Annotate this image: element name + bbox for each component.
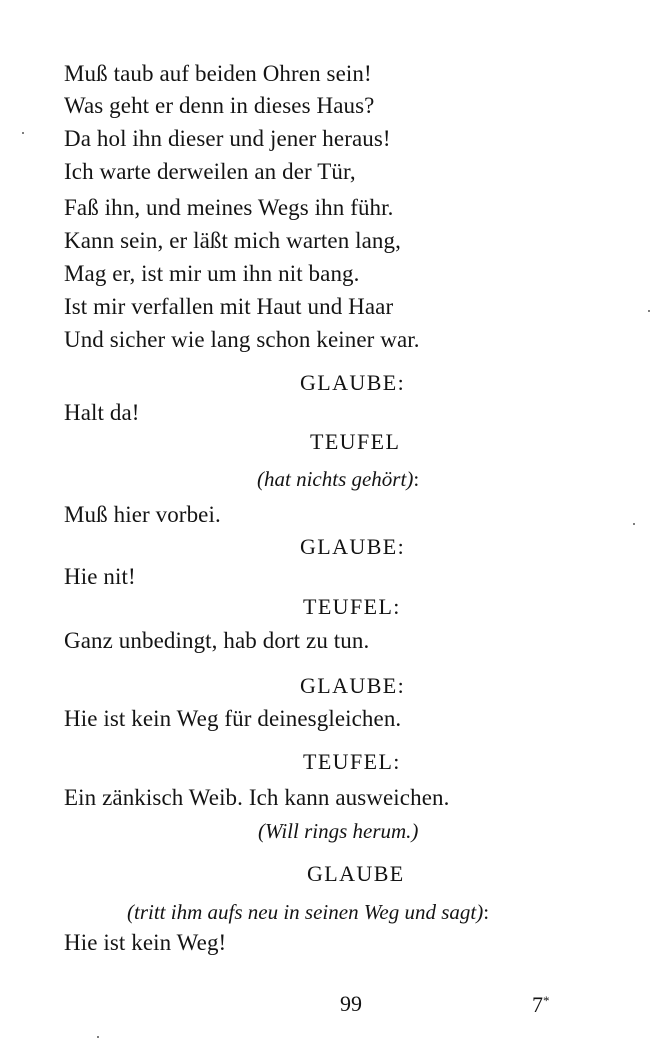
dialogue-line: Hie ist kein Weg!: [64, 930, 227, 955]
stage-direction: [127, 897, 489, 927]
verse-line: Mag er, ist mir um ihn nit bang.: [64, 261, 360, 286]
verse-line: Und sicher wie lang schon keiner war.: [64, 327, 420, 352]
stage-direction-colon: :: [483, 900, 490, 924]
signature-number: 7: [532, 992, 543, 1017]
verse-line: Da hol ihn dieser und jener heraus!: [64, 126, 391, 151]
speaker-heading: TEUFEL:: [303, 749, 401, 774]
speaker-heading: GLAUBE:: [300, 673, 406, 698]
speaker-heading: GLAUBE:: [300, 534, 406, 559]
dialogue-line: Halt da!: [64, 400, 140, 425]
stage-direction-colon: :: [413, 467, 420, 491]
signature-mark: [532, 986, 550, 1020]
stage-direction-text: (tritt ihm aufs neu in seinen Weg und sagt): [127, 900, 484, 924]
dialogue-line: Muß hier vorbei.: [64, 502, 221, 527]
dialogue-line: Ganz unbedingt, hab dort zu tun.: [64, 628, 370, 653]
page-number: 99: [340, 991, 362, 1016]
verse-line: Ich warte derweilen an der Tür,: [64, 159, 356, 184]
dialogue-line: Hie nit!: [64, 564, 136, 589]
speaker-heading: GLAUBE:: [300, 370, 406, 395]
verse-line: Was geht er denn in dieses Haus?: [64, 93, 375, 118]
scan-speck: [633, 523, 635, 525]
signature-asterisk: *: [543, 993, 550, 1008]
stage-direction: (Will rings herum.): [258, 819, 419, 843]
speaker-heading: GLAUBE: [307, 861, 405, 886]
scan-speck: [22, 132, 24, 134]
scan-speck: [97, 1036, 99, 1038]
verse-line: Muß taub auf beiden Ohren sein!: [64, 61, 372, 86]
speaker-heading: TEUFEL:: [303, 594, 401, 619]
speaker-heading: TEUFEL: [310, 429, 401, 454]
verse-line: Kann sein, er läßt mich warten lang,: [64, 228, 401, 253]
scan-speck: [648, 310, 650, 312]
dialogue-line: Ein zänkisch Weib. Ich kann ausweichen.: [64, 785, 450, 810]
verse-line: Ist mir verfallen mit Haut und Haar: [64, 294, 394, 319]
stage-direction: [257, 464, 419, 494]
dialogue-line: Hie ist kein Weg für deinesgleichen.: [64, 706, 402, 731]
stage-direction-text: (hat nichts gehört): [257, 467, 414, 491]
verse-line: Faß ihn, und meines Wegs ihn führ.: [64, 195, 394, 220]
